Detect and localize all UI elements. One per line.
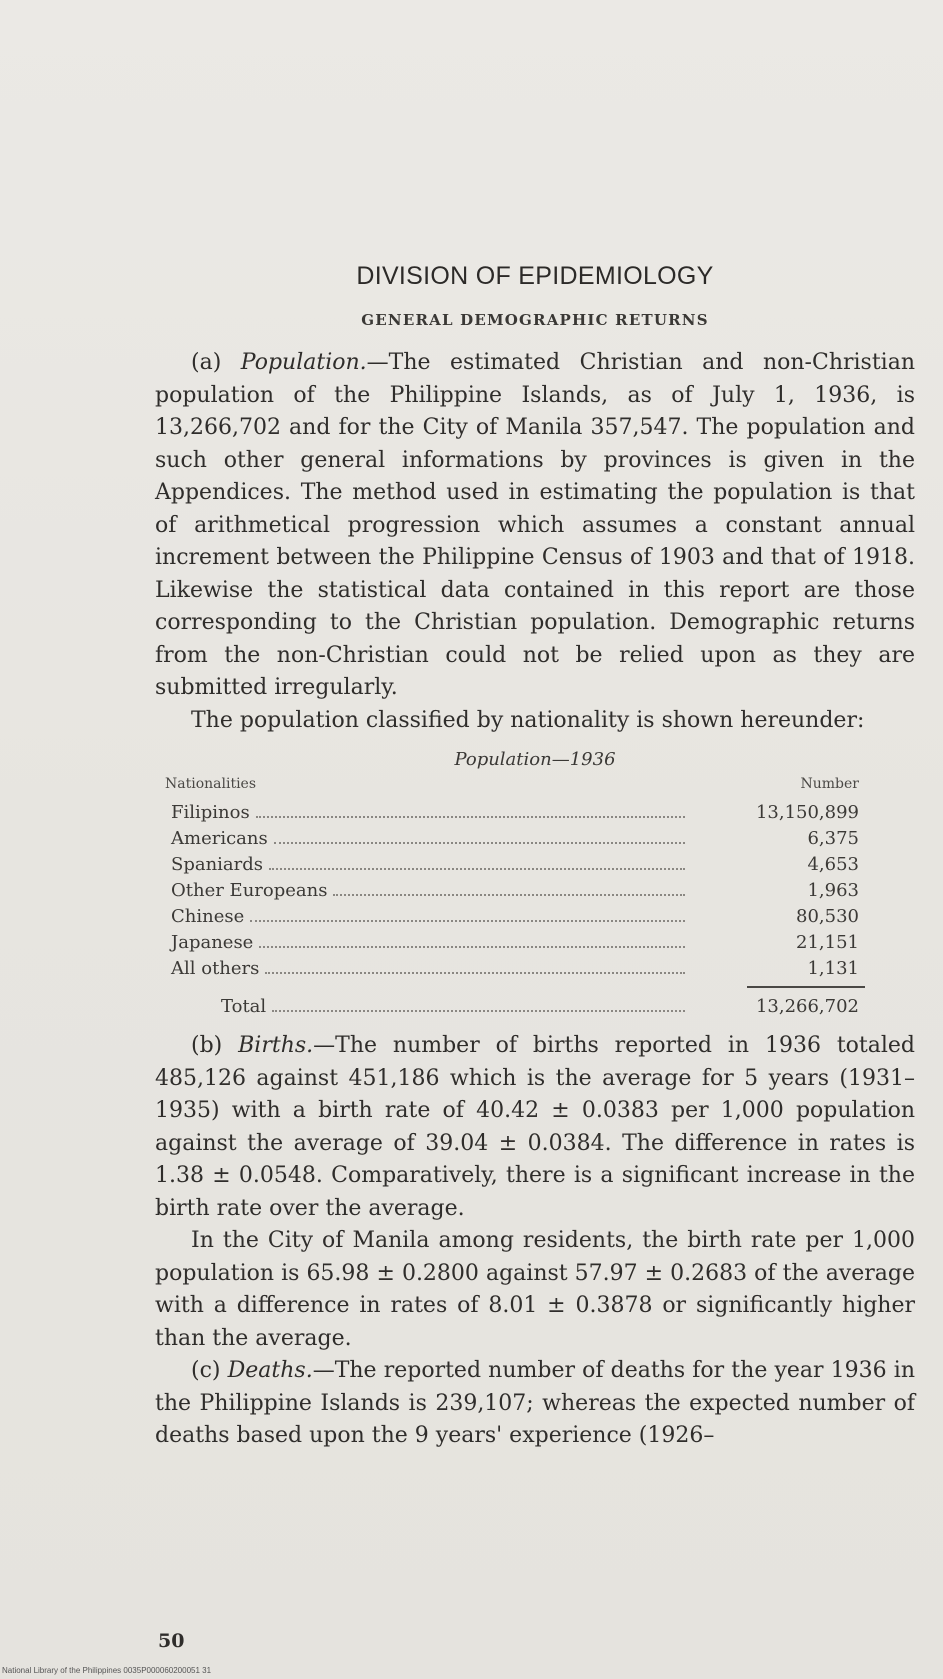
nationality-number: 1,131 [807,958,859,979]
paragraph-text: —The reported number of deaths for the year 1936 in the Philippine Islands is 239,107; whereas the expected number of deaths based upon the 9 years' experience (1926– [155,1358,915,1448]
paragraph-text: —The estimated Christian and non-Christian population of the Philippine Islands, as of July 1, 1936, is 13,266,702 and for the City of Manila 357,547. The population and such other general informations by provinces is given in the Appendices. The method used in estimating the population is that of arithmetical progression which assumes a constant annual increment between the Philippine Census of 1903 and that of 1918. Likewise the statistical data contained in this report are those corresponding to the Christian population. Demographic returns from the non-Christian could not be relied upon as they are submitted irregularly. [155,350,915,700]
nationality-name: All others [171,958,260,979]
nationality-name: Americans [171,828,268,849]
total-rule [747,986,865,988]
population-table [165,776,865,1020]
nationality-name: Spaniards [171,854,264,875]
table-row [165,956,865,982]
nationality-number: 21,151 [796,932,859,953]
paragraph-marker: (b) [191,1033,223,1058]
column-header-number: Number [800,776,859,792]
nationality-number: 1,963 [807,880,859,901]
dot-leader [250,920,685,922]
paragraph-deaths [155,1355,915,1453]
paragraph-marker: (c) [191,1358,221,1383]
paragraph-population [155,347,915,705]
page-content [155,262,915,1453]
paragraph-births [155,1030,915,1225]
run-in-heading: Births. [238,1033,314,1058]
table-header-row [165,776,865,800]
page-number: 50 [158,1630,185,1652]
nationality-name: Japanese [171,932,254,953]
paragraph-marker: (a) [191,350,222,375]
paragraph-text: —The number of births reported in 1936 totaled 485,126 against 451,186 which is the average for 5 years (1931–1935) with a birth rate of 40.42 ± 0.0383 per 1,000 population against the average of 39.04 ± 0.0384. The difference in rates is 1.38 ± 0.0548. Comparatively, there is a significant increase in the birth rate over the average. [155,1033,916,1221]
dot-leader [269,868,685,870]
dot-leader [272,1010,685,1012]
total-label: Total [221,996,267,1017]
nationality-number: 80,530 [796,906,859,927]
dot-leader [274,842,685,844]
dot-leader [259,946,685,948]
table-row [165,852,865,878]
nationality-number: 6,375 [807,828,859,849]
scan-footer-caption: National Library of the Philippines 0035P000060200051 31 [2,1666,212,1675]
total-number: 13,266,702 [755,996,859,1017]
nationality-name: Other Europeans [171,880,328,901]
paragraph-manila-births: In the City of Manila among residents, the birth rate per 1,000 population is 65.98 ± 0.2800 against 57.97 ± 0.2683 of the average with a difference in rates of 8.01 ± 0.3878 or significantly higher than the average. [155,1228,915,1351]
table-row [165,904,865,930]
nationality-name: Filipinos [171,802,250,823]
nationality-name: Chinese [171,906,245,927]
division-heading: DIVISION OF EPIDEMIOLOGY [356,262,714,290]
nationality-number: 4,653 [807,854,859,875]
table-row [165,930,865,956]
paragraph-table-intro: The population classified by nationality is shown hereunder: [191,707,865,733]
nationality-number: 13,150,899 [755,802,859,823]
dot-leader [256,816,685,818]
run-in-heading: Population. [240,350,367,375]
section-subheading: GENERAL DEMOGRAPHIC RETURNS [361,311,709,329]
table-title: Population—1936 [454,749,616,770]
table-total-row [165,982,865,1020]
dot-leader [333,894,685,896]
dot-leader [265,972,685,974]
column-header-nationalities: Nationalities [165,776,257,792]
table-row [165,878,865,904]
table-row [165,826,865,852]
table-row [165,800,865,826]
run-in-heading: Deaths. [227,1358,313,1383]
